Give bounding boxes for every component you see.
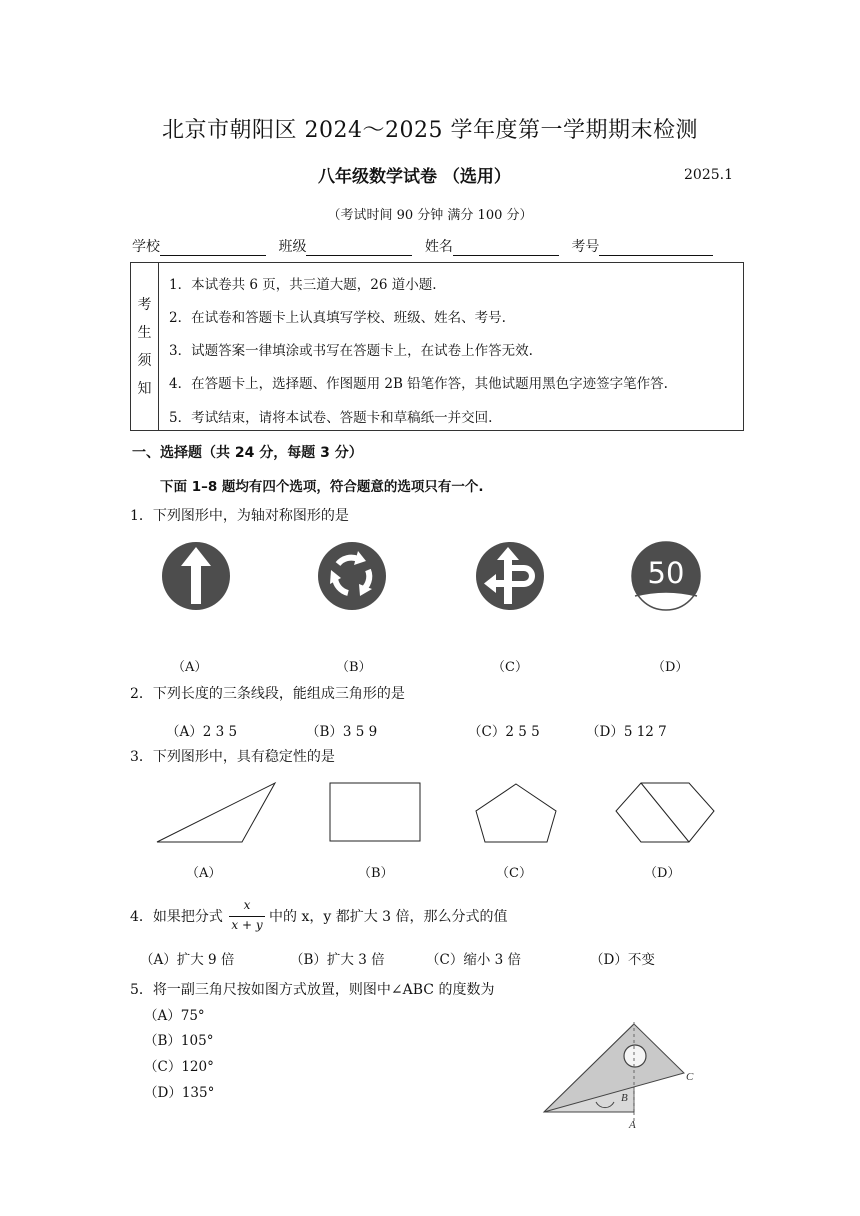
q5-option-c: （C）120° <box>144 1059 214 1075</box>
q1-label-d: （D） <box>652 660 689 675</box>
question-5-stem: 5．将一副三角尺按如图方式放置，则图中∠ABC 的度数为 <box>130 982 495 998</box>
q5-option-b: （B）105° <box>144 1033 214 1049</box>
q3-label-d: （D） <box>644 866 681 881</box>
exam-title: 北京市朝阳区 2024～2025 学年度第一学期期末检测 <box>162 118 698 143</box>
school-label: 学校 <box>132 239 160 255</box>
point-label-c: C <box>686 1071 694 1083</box>
notice-item: 4．在答题卡上，选择题、作图题用 2B 铅笔作答，其他试题用黑色字迹签字笔作答. <box>169 376 668 392</box>
q2-option-a: （A）2 3 5 <box>166 724 238 740</box>
question-2-stem: 2．下列长度的三条线段，能组成三角形的是 <box>130 686 405 702</box>
q1-label-a: （A） <box>172 660 208 675</box>
q4-fraction-bar <box>229 916 265 917</box>
q2-option-c: （C）2 5 5 <box>468 724 540 740</box>
notice-item: 1．本试卷共 6 页，共三道大题，26 道小题. <box>169 277 437 293</box>
exam-date: 2025.1 <box>684 167 733 183</box>
q4-fraction-numerator: x <box>243 898 251 912</box>
q2-option-d: （D）5 12 7 <box>586 724 667 740</box>
q3-pentagon-figure <box>472 780 564 846</box>
notice-box <box>130 262 744 431</box>
q3-label-c: （C） <box>496 866 532 881</box>
q2-option-b: （B）3 5 9 <box>306 724 378 740</box>
q1-label-b: （B） <box>336 660 372 675</box>
notice-item: 5．考试结束，请将本试卷、答题卡和草稿纸一并交回. <box>169 410 493 426</box>
point-label-b: B <box>621 1092 628 1104</box>
sign-a-straight-arrow-icon <box>158 538 234 614</box>
point-label-a: A <box>629 1119 636 1131</box>
class-label: 班级 <box>278 239 307 255</box>
school-blank[interactable] <box>160 241 266 256</box>
exam-subtitle: 八年级数学试卷 （选用） <box>318 167 511 187</box>
sign-b-roundabout-icon <box>314 538 390 614</box>
question-1-stem: 1．下列图形中，为轴对称图形的是 <box>130 508 349 524</box>
notice-item: 2．在试卷和答题卡上认真填写学校、班级、姓名、考号. <box>169 310 506 326</box>
q3-rectangle-figure <box>328 780 424 846</box>
q4-option-b: （B）扩大 3 倍 <box>290 952 385 968</box>
question-4-prefix: 4．如果把分式 <box>130 909 223 925</box>
q5-option-d: （D）135° <box>144 1085 215 1101</box>
student-info-line <box>132 236 721 256</box>
section-title: 一、选择题（共 24 分，每题 3 分） <box>132 445 363 461</box>
question-3-stem: 3．下列图形中，具有稳定性的是 <box>130 749 335 765</box>
exam-number-label: 考号 <box>571 239 600 255</box>
q5-set-squares-figure <box>538 1020 710 1132</box>
name-blank[interactable] <box>453 241 559 256</box>
q3-triangle-figure <box>150 780 280 846</box>
q4-fraction-denominator: x + y <box>231 918 263 932</box>
q1-label-c: （C） <box>492 660 528 675</box>
q4-option-a: （A）扩大 9 倍 <box>140 952 235 968</box>
question-4-suffix: 中的 x，y 都扩大 3 倍，那么分式的值 <box>269 909 508 925</box>
class-blank[interactable] <box>306 241 412 256</box>
notice-side-label: 考 生 须 知 <box>131 263 159 430</box>
exam-time-info: （考试时间 90 分钟 满分 100 分） <box>327 208 533 223</box>
q3-label-a: （A） <box>186 866 222 881</box>
q5-option-a: （A）75° <box>144 1008 205 1024</box>
sign-d-speed-limit-icon <box>628 538 704 614</box>
section-instruction: 下面 1–8 题均有四个选项，符合题意的选项只有一个. <box>160 479 484 495</box>
sign-d-number: 50 <box>647 556 685 590</box>
q3-hexagon-figure <box>612 780 722 846</box>
q3-label-b: （B） <box>358 866 394 881</box>
q4-option-d: （D）不变 <box>590 952 655 968</box>
exam-number-blank[interactable] <box>599 241 713 256</box>
sign-c-turn-arrows-icon <box>472 538 548 614</box>
notice-item: 3．试题答案一律填涂或书写在答题卡上，在试卷上作答无效. <box>169 343 533 359</box>
name-label: 姓名 <box>424 239 453 255</box>
q4-option-c: （C）缩小 3 倍 <box>426 952 522 968</box>
